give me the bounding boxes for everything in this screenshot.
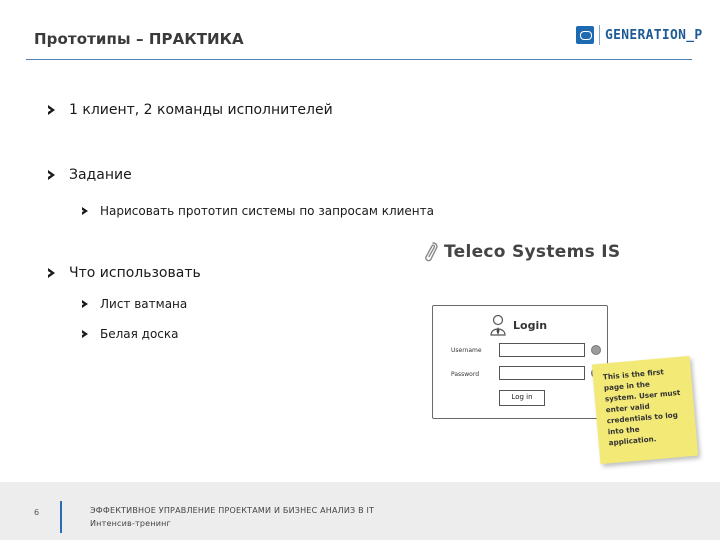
logo-text: GENERATION_P [605, 27, 703, 43]
sub-bullet-item [82, 204, 434, 218]
title-divider [26, 59, 692, 60]
bullet-text: Белая доска [100, 327, 179, 341]
footer-course-subtitle: Интенсив-тренинг [90, 519, 171, 528]
sticky-note-text: This is the first page in the system. User must enter valid credentials to log into the application. [602, 367, 681, 448]
bullet-text: Задание [69, 167, 132, 183]
bullet-item [48, 102, 333, 118]
password-label: Password [451, 371, 480, 378]
bullet-item [48, 265, 201, 281]
sub-bullet-item [82, 297, 187, 311]
user-icon [489, 314, 507, 336]
status-dot-icon [591, 345, 601, 355]
footer-course-title: ЭФФЕКТИВНОЕ УПРАВЛЕНИЕ ПРОЕКТАМИ И БИЗНЕС АНАЛИЗ В IT [90, 506, 375, 515]
login-header [489, 314, 547, 336]
slide-footer [0, 482, 720, 540]
generation-p-logo-icon [576, 26, 594, 44]
bullet-text: Лист ватмана [100, 297, 188, 311]
footer-divider [60, 501, 62, 533]
bullet-arrow-icon [82, 207, 88, 215]
company-logo [576, 25, 703, 45]
bullet-arrow-icon [48, 268, 55, 278]
logo-divider [599, 25, 600, 45]
username-field [499, 343, 585, 357]
bullet-text: 1 клиент, 2 команды исполнителей [69, 102, 333, 118]
bullet-arrow-icon [82, 300, 88, 308]
bullet-item [48, 167, 132, 183]
bullet-arrow-icon [48, 105, 55, 115]
paperclip-icon [422, 240, 440, 264]
login-title: Login [513, 318, 548, 332]
sticky-note [592, 356, 698, 464]
sub-bullet-item [82, 327, 179, 341]
bullet-arrow-icon [82, 330, 88, 338]
login-wireframe [432, 305, 608, 419]
password-field [499, 366, 585, 380]
bullet-text: Нарисовать прототип системы по запросам клиента [100, 204, 434, 218]
prototype-sketch-title [422, 240, 620, 264]
bullet-arrow-icon [48, 170, 55, 180]
page-number: 6 [34, 508, 40, 517]
sketch-title-text: Teleco Systems IS [444, 242, 621, 262]
slide-title: Прототипы – ПРАКТИКА [34, 30, 244, 48]
login-button-sketch: Log in [499, 390, 545, 406]
username-label: Username [451, 347, 482, 354]
bullet-text: Что использовать [69, 265, 201, 281]
